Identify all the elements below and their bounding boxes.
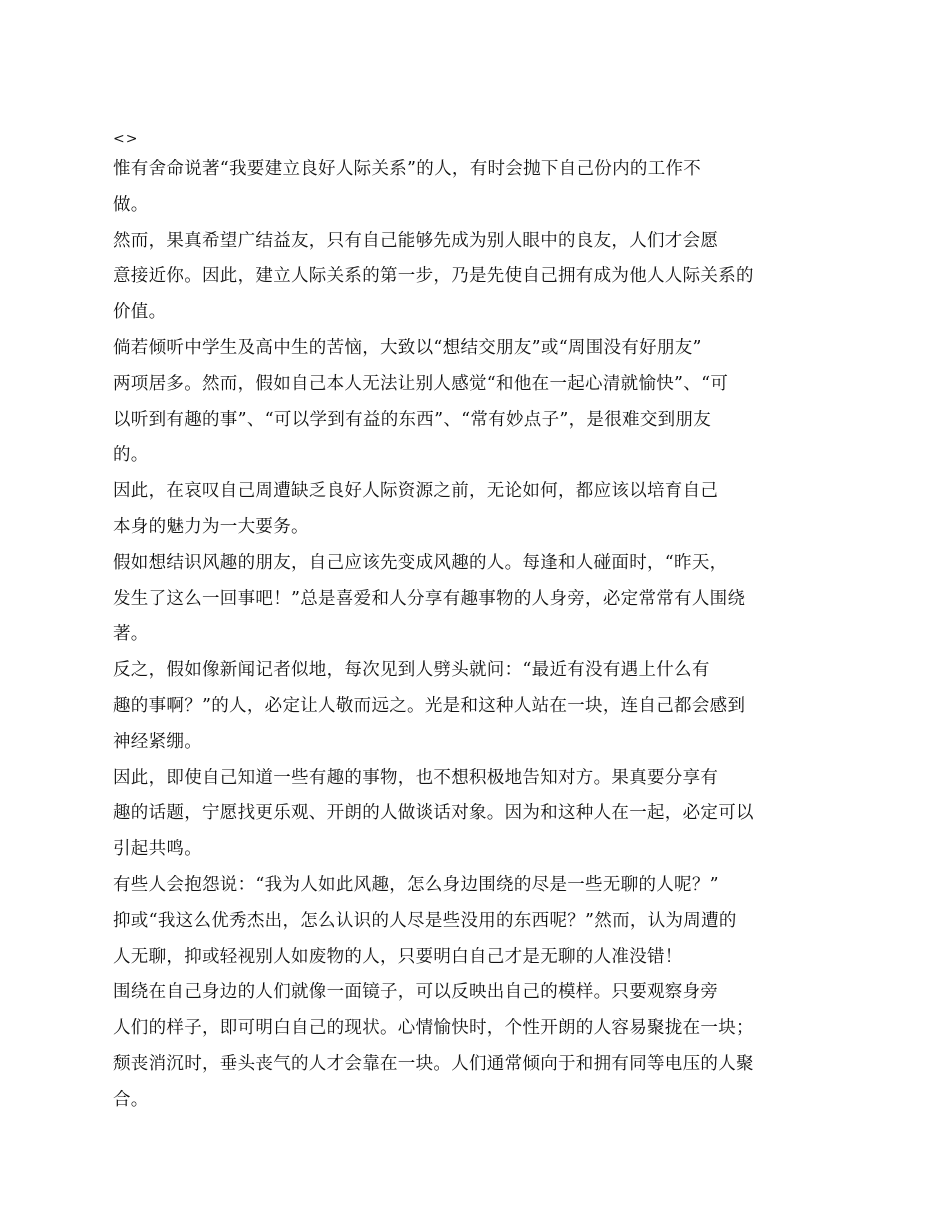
text-line: 围绕在自己身边的人们就像一面镜子，可以反映出自己的模样。只要观察身旁 bbox=[113, 982, 719, 1003]
text-line: 因此，在哀叹自己周遭缺乏良好人际资源之前，无论如何，都应该以培育自己 bbox=[113, 481, 719, 502]
text-line: 反之，假如像新闻记者似地，每次见到人劈头就问：“最近有没有遇上什么有 bbox=[113, 660, 710, 681]
text-line: 然而，果真希望广结益友，只有自己能够先成为别人眼中的良友，人们才会愿 bbox=[113, 230, 719, 251]
text-line: 著。 bbox=[113, 624, 149, 645]
text-line: 假如想结识风趣的朋友，自己应该先变成风趣的人。每逢和人碰面时，“昨天， bbox=[113, 552, 728, 573]
text-line: 人们的样子，即可明白自己的现状。心情愉快时，个性开朗的人容易聚拢在一块； bbox=[113, 1018, 754, 1039]
text-line: 因此，即使自己知道一些有趣的事物，也不想积极地告知对方。果真要分享有 bbox=[113, 767, 719, 788]
text-line: 意接近你。因此，建立人际关系的第一步，乃是先使自己拥有成为他人人际关系的 bbox=[113, 266, 754, 287]
text-line: 两项居多。然而，假如自己本人无法让别人感觉“和他在一起心清就愉快”、“可 bbox=[113, 373, 729, 394]
text-line: 抑或“我这么优秀杰出，怎么认识的人尽是些没用的东西呢？”然而，认为周遭的 bbox=[113, 910, 737, 931]
text-line: 的。 bbox=[113, 445, 149, 466]
text-line: 合。 bbox=[113, 1089, 149, 1110]
text-line: 引起共鸣。 bbox=[113, 839, 202, 860]
text-line: 颓丧消沉时，垂头丧气的人才会靠在一块。人们通常倾向于和拥有同等电压的人聚 bbox=[113, 1053, 754, 1074]
text-line: 趣的话题，宁愿找更乐观、开朗的人做谈话对象。因为和这种人在一起，必定可以 bbox=[113, 803, 754, 824]
text-line: 神经紧绷。 bbox=[113, 731, 202, 752]
text-line: 发生了这么一回事吧！”总是喜爱和人分享有趣事物的人身旁，必定常常有人围绕 bbox=[113, 588, 746, 609]
text-line: 倘若倾听中学生及高中生的苦恼，大致以“想结交朋友”或“周围没有好朋友” bbox=[113, 337, 702, 358]
text-line: 惟有舍命说著“我要建立良好人际关系”的人，有时会抛下自己份内的工作不 bbox=[113, 159, 702, 179]
text-line: 趣的事啊？”的人，必定让人敬而远之。光是和这种人站在一块，连自己都会感到 bbox=[113, 695, 746, 716]
text-line: 人无聊，抑或轻视别人如废物的人，只要明白自己才是无聊的人准没错！ bbox=[113, 946, 683, 967]
section-marker: <> bbox=[113, 131, 139, 147]
text-line: 价值。 bbox=[113, 302, 167, 323]
text-line: 有些人会抱怨说：“我为人如此风趣，怎么身边围绕的尽是一些无聊的人呢？” bbox=[113, 874, 719, 895]
text-line: 本身的魅力为一大要务。 bbox=[113, 516, 309, 537]
document-body bbox=[113, 126, 813, 1119]
text-line: 做。 bbox=[113, 194, 149, 215]
text-line: 以听到有趣的事”、“可以学到有益的东西”、“常有妙点子”，是很难交到朋友 bbox=[113, 409, 712, 430]
